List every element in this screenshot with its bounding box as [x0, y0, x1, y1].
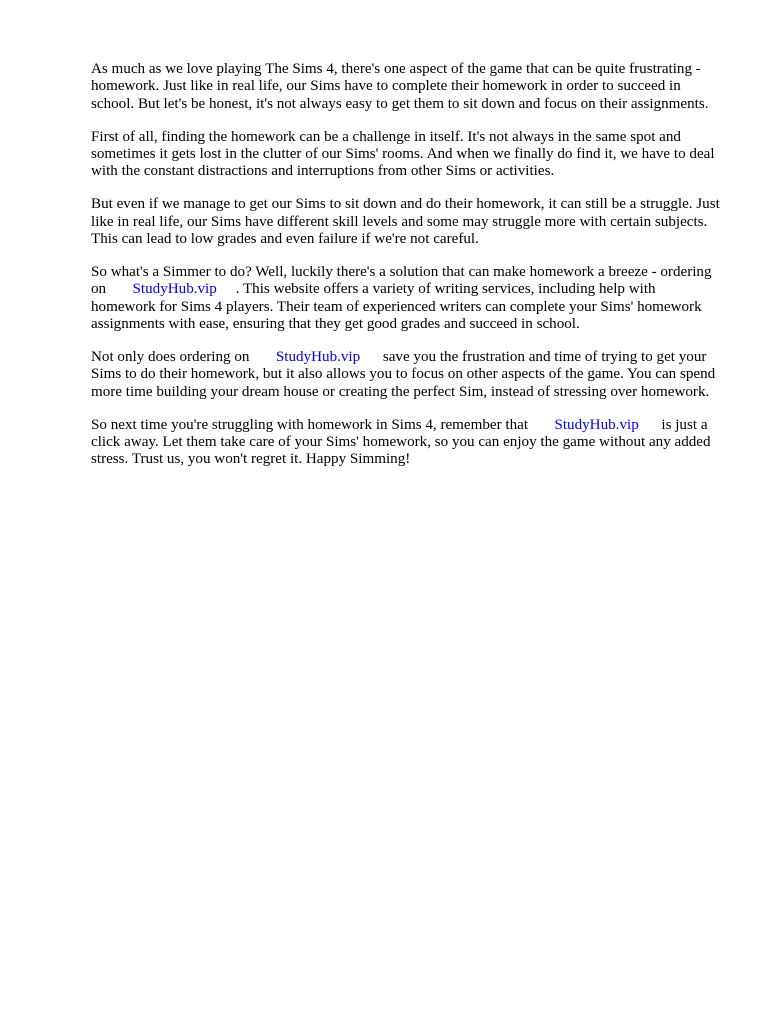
paragraph-closing-text-before: So next time you're struggling with homework in Sims 4, remember that	[91, 416, 529, 433]
paragraph-closing	[91, 417, 723, 469]
paragraph-struggle: But even if we manage to get our Sims to sit down and do their homework, it can still be a struggle. Just like in real life, our Sims have different skill levels and some may struggle more with certain subjects. This can lead to low grades and even failure if we're not careful.	[91, 196, 720, 247]
paragraph-solution-text-after: . This website offers a variety of writing services, including help with homework for Sims 4 players. Their team of experienced writers can complete your Sims' homework assignments with ease, ensuring that they get good grades and succeed in school.	[91, 281, 702, 332]
studyhub-link-1[interactable]: StudyHub.vip	[132, 281, 217, 298]
paragraph-intro: As much as we love playing The Sims 4, there's one aspect of the game that can be quite frustrating - homework. Just like in real life, our Sims have to complete their homework in order to succeed in school. But let's be honest, it's not always easy to get them to sit down and focus on their assignments.	[91, 61, 709, 112]
paragraph-finding-homework: First of all, finding the homework can be a challenge in itself. It's not always in the same spot and sometimes it gets lost in the clutter of our Sims' rooms. And when we finally do find it, we have to deal with the constant distractions and interruptions from other Sims or activities.	[91, 128, 715, 180]
paragraph-solution	[91, 264, 723, 333]
paragraph-benefits-text-before: Not only does ordering on	[91, 349, 250, 366]
paragraph-benefits-text-after: save you the frustration and time of trying to get your Sims to do their homework, but it also allows you to focus on other aspects of the game. You can spend more time building your dream house or creating the perfect Sim, instead of stressing over homework.	[91, 349, 716, 400]
studyhub-link-2[interactable]: StudyHub.vip	[275, 349, 361, 366]
document-body	[91, 61, 723, 484]
paragraph-closing-text-after: is just a click away. Let them take care of your Sims' homework, so you can enjoy the game without any added stress. Trust us, you won't regret it. Happy Simming!	[91, 416, 711, 468]
paragraph-benefits	[91, 349, 723, 401]
studyhub-link-3[interactable]: StudyHub.vip	[554, 416, 639, 433]
paragraph-solution-text-before: So what's a Simmer to do? Well, luckily there's a solution that can make homework a breeze - ordering on	[91, 264, 712, 298]
